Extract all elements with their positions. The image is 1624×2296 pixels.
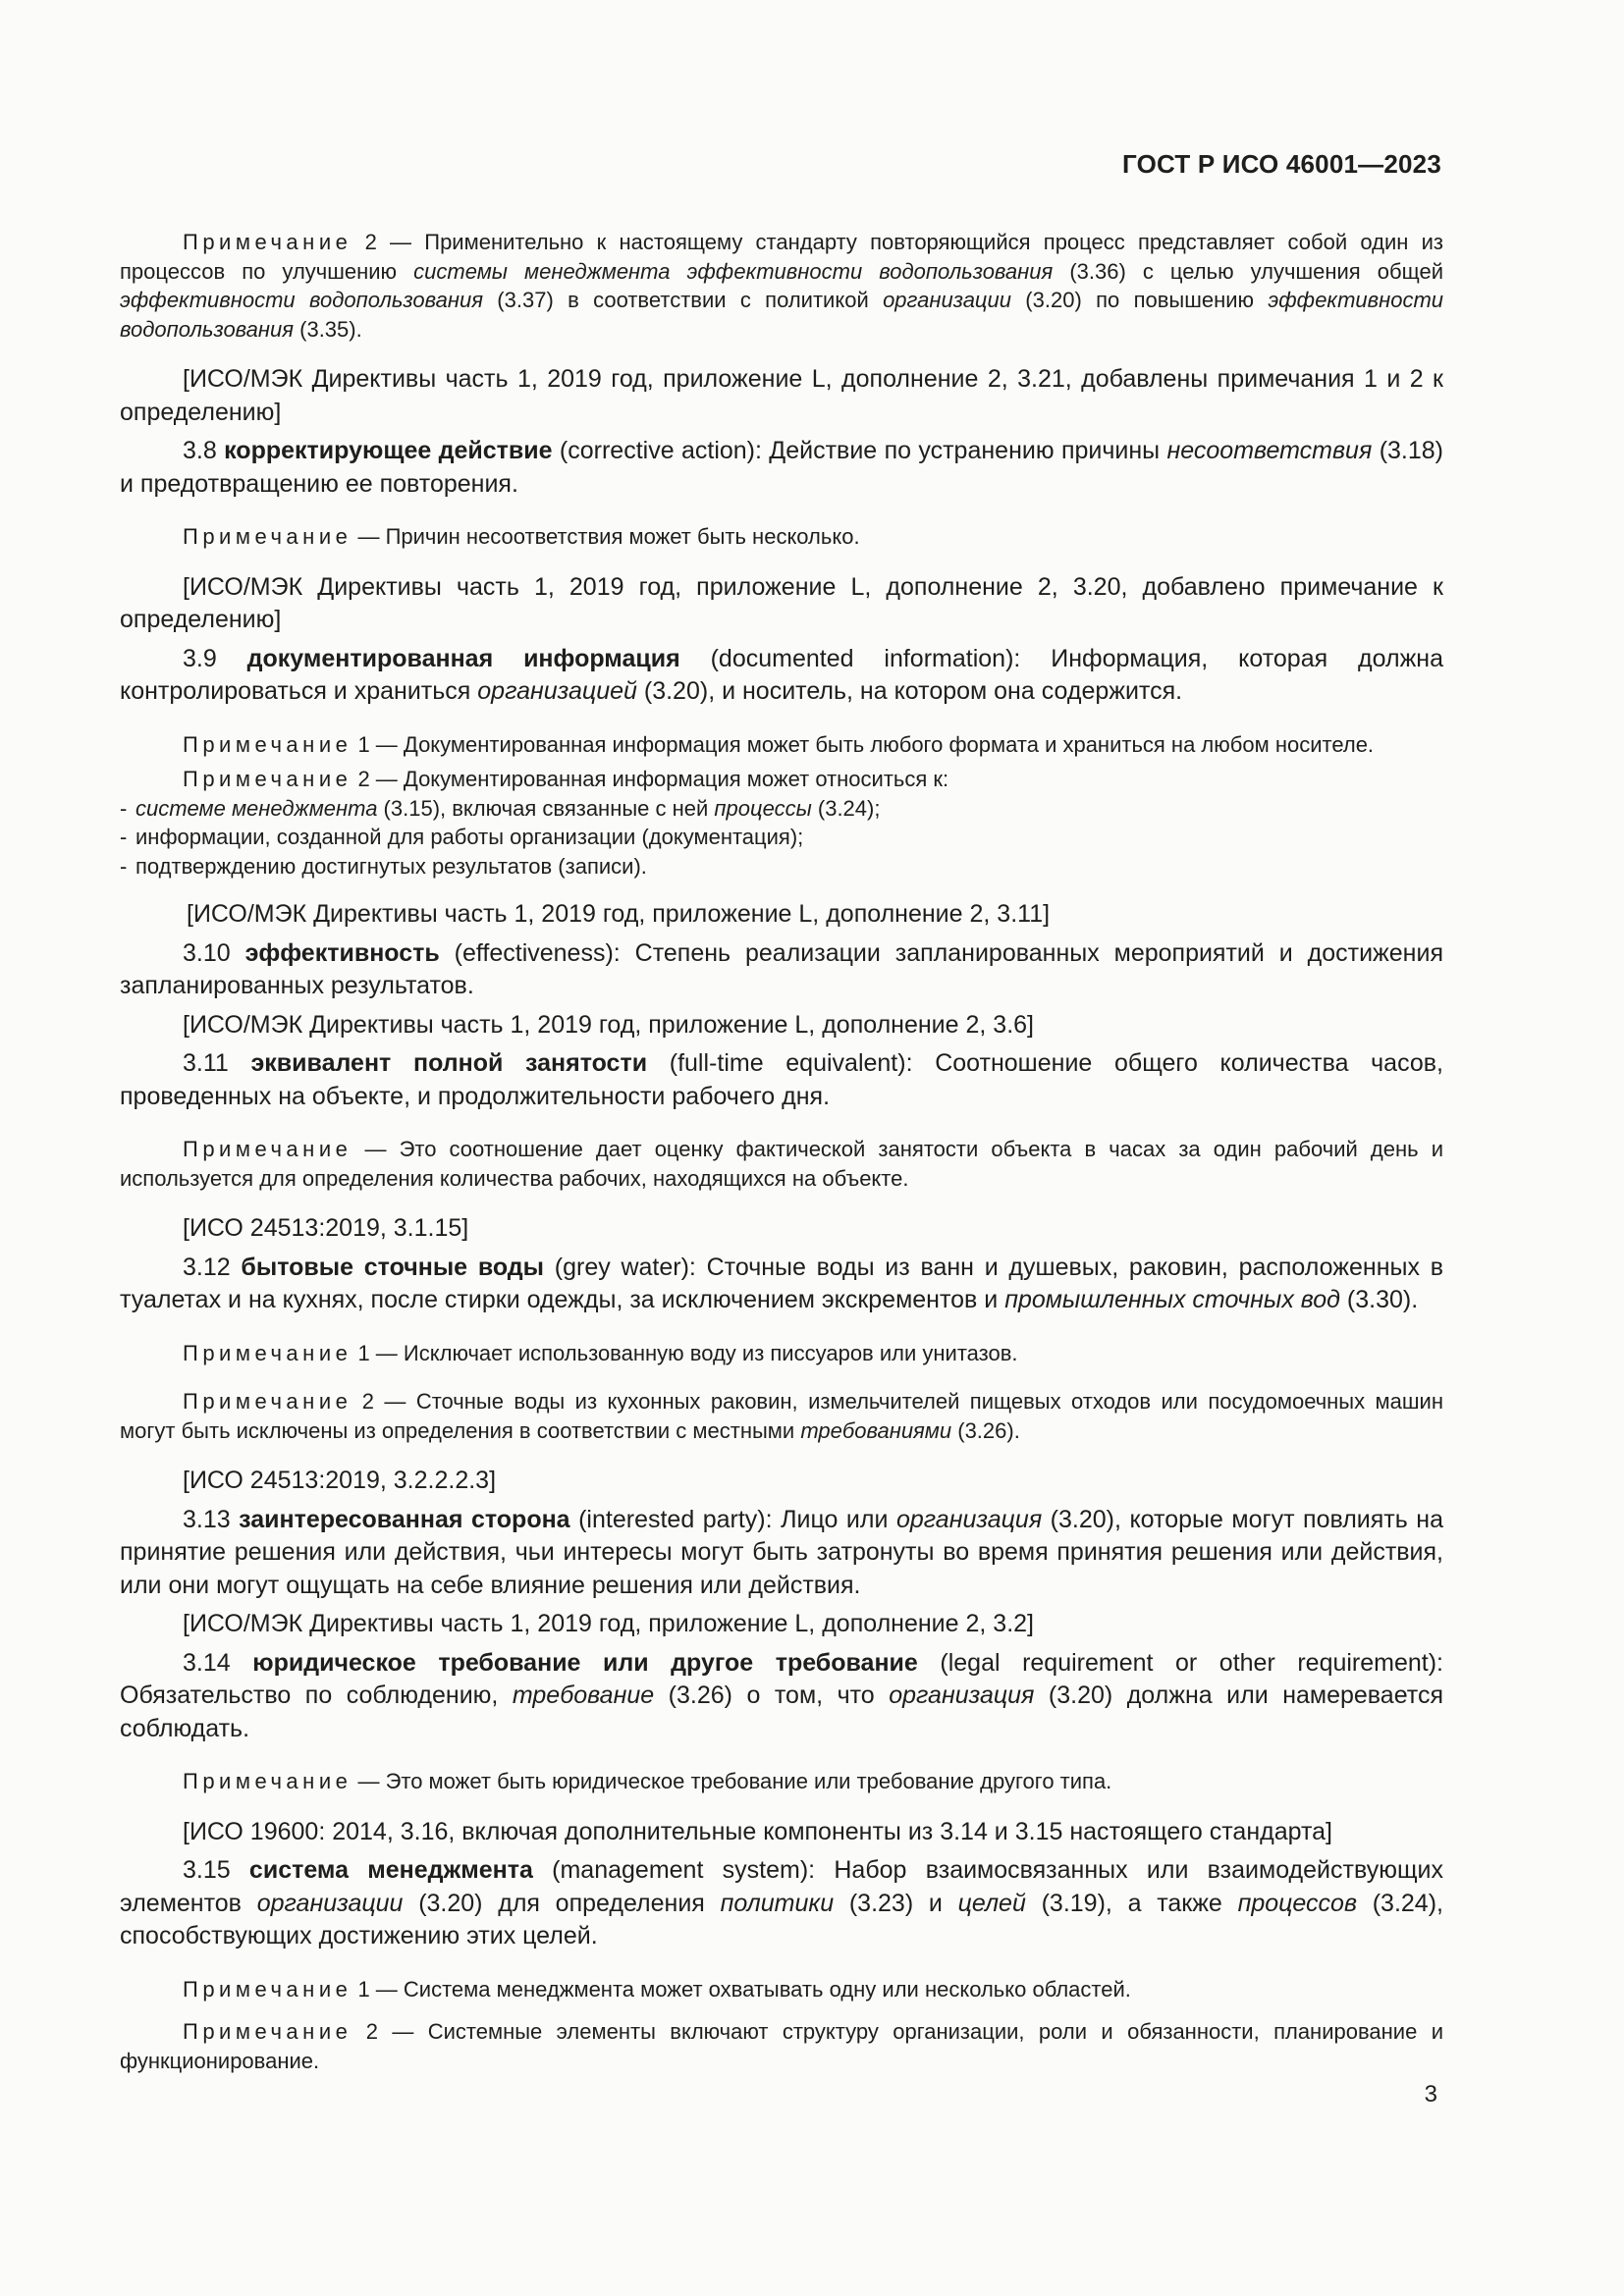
- note-3-11: Примечание — Это соотношение дает оценку фактической занятости объекта в часах за один рабочий день и используется для определения количества рабочих, находящихся на объекте.: [120, 1137, 1443, 1191]
- page-content: [120, 228, 1443, 2095]
- note-label: Примечание: [183, 731, 352, 757]
- note-label: Примечание: [183, 230, 352, 254]
- term-3-12: 3.12 бытовые сточные воды (grey water): Сточные воды из ванн и душевых, раковин, расположенных в туалетах и на кухнях, после стирки одежды, за исключением экскрементов и промышленных сточных вод (3.30).: [120, 1253, 1444, 1313]
- term-name: юридическое требование или другое требование: [252, 1648, 918, 1677]
- source-reference: [ИСО/МЭК Директивы часть 1, 2019 год, приложение L, дополнение 2, 3.2]: [183, 1610, 1034, 1637]
- note-3-9-1: Примечание 1 — Документированная информация может быть любого формата и храниться на любом носителе.: [183, 731, 1375, 757]
- note-label: Примечание: [183, 1340, 352, 1365]
- term-name: эффективность: [244, 938, 440, 967]
- note-3-9-2: Примечание 2 — Документированная информация может относиться к:: [183, 767, 949, 791]
- source-reference: [ИСО 24513:2019, 3.2.2.2.3]: [183, 1467, 497, 1494]
- term-3-9: 3.9 документированная информация (documented information): Информация, которая должна контролироваться и храниться организацией (3.20), и носитель, на котором она содержится.: [120, 644, 1443, 705]
- note-3-12-1: Примечание 1 — Исключает использованную воду из писсуаров или унитазов.: [183, 1340, 1018, 1365]
- list-item: - системе менеджмента (3.15), включая связанные с ней процессы (3.24);: [120, 795, 881, 821]
- note-repeated-process: Примечание 2 — Применительно к настоящему стандарту повторяющийся процесс представляет собой один из процессов по улучшению системы менеджмента эффективности водопользования (3.36) с целью улучшения общей эффективности водопользования (3.37) в соответствии с политикой организации (3.20) по повышению эффективности водопользования (3.35).: [120, 230, 1444, 342]
- term-name: система менеджмента: [248, 1856, 533, 1884]
- note-3-15-2: Примечание 2 — Системные элементы включают структуру организации, роли и обязанности, планирование и функционирование.: [120, 2019, 1443, 2073]
- note-list: [120, 794, 1443, 881]
- term-name: заинтересованная сторона: [239, 1505, 570, 1533]
- term-name: эквивалент полной занятости: [250, 1049, 648, 1077]
- note-3-14: Примечание — Это может быть юридическое требование или требование другого типа.: [183, 1769, 1112, 1793]
- source-reference: [ИСО/МЭК Директивы часть 1, 2019 год, приложение L, дополнение 2, 3.21, добавлены примечания 1 и 2 к определению]: [120, 365, 1443, 426]
- list-item: - информации, созданной для работы организации (документация);: [120, 825, 804, 849]
- note-3-12-2: Примечание 2 — Сточные воды из кухонных раковин, измельчителей пищевых отходов или посудомоечных машин могут быть исключены из определения в соответствии с местными требованиями (3.26).: [120, 1389, 1443, 1443]
- source-reference: [ИСО/МЭК Директивы часть 1, 2019 год, приложение L, дополнение 2, 3.6]: [183, 1010, 1034, 1039]
- note-label: Примечание: [183, 1389, 352, 1414]
- term-3-15: 3.15 система менеджмента (management system): Набор взаимосвязанных или взаимодействующих элементов организации (3.20) для определения политики (3.23) и целей (3.19), а также процессов (3.24), способствующих достижению этих целей.: [120, 1856, 1443, 1949]
- term-3-10: 3.10 эффективность (effectiveness): Степень реализации запланированных мероприятий и достижения запланированных результатов.: [120, 938, 1443, 999]
- source-reference: [ИСО/МЭК Директивы часть 1, 2019 год, приложение L, дополнение 2, 3.20, добавлено примечание к определению]: [120, 572, 1443, 633]
- list-item: - подтверждению достигнутых результатов (записи).: [120, 853, 647, 879]
- page-header-standard-title: ГОСТ Р ИСО 46001—2023: [1121, 149, 1441, 179]
- term-name: документированная информация: [246, 644, 680, 672]
- term-3-14: 3.14 юридическое требование или другое требование (legal requirement or other requirement): Обязательство по соблюдению, требование (3.26) о том, что организация (3.20) должна или намеревается соблюдать.: [120, 1648, 1444, 1742]
- note-3-15-1: Примечание 1 — Система менеджмента может охватывать одну или несколько областей.: [183, 1976, 1131, 2002]
- note-label: Примечание: [183, 1976, 352, 2002]
- note-label: Примечание: [183, 767, 352, 791]
- term-name: корректирующее действие: [224, 437, 553, 464]
- note-label: Примечание: [183, 1769, 352, 1793]
- term-name: бытовые сточные воды: [241, 1253, 545, 1281]
- note-label: Примечание: [183, 2019, 352, 2044]
- term-3-8: 3.8 корректирующее действие (corrective action): Действие по устранению причины несоответствия (3.18) и предотвращению ее повторения.: [120, 437, 1444, 498]
- term-3-13: 3.13 заинтересованная сторона (interested party): Лицо или организация (3.20), которые могут повлиять на принятие решения или действия, чьи интересы могут быть затронуты во время принятия решения или действия, или они могут ощущать на себе влияние решения или действия.: [120, 1505, 1443, 1599]
- source-reference: [ИСО 19600: 2014, 3.16, включая дополнительные компоненты из 3.14 и 3.15 настоящего стандарта]: [183, 1817, 1332, 1845]
- note-label: Примечание: [183, 524, 352, 549]
- source-reference: [ИСО/МЭК Директивы часть 1, 2019 год, приложение L, дополнение 2, 3.11]: [187, 900, 1051, 928]
- note-label: Примечание: [183, 1137, 352, 1161]
- term-3-11: 3.11 эквивалент полной занятости (full-time equivalent): Соотношение общего количества часов, проведенных на объекте, и продолжительности рабочего дня.: [120, 1049, 1443, 1110]
- page-number: 3: [1424, 2081, 1437, 2108]
- source-reference: [ИСО 24513:2019, 3.1.15]: [183, 1214, 469, 1242]
- note-3-8: Примечание — Причин несоответствия может быть несколько.: [183, 524, 860, 549]
